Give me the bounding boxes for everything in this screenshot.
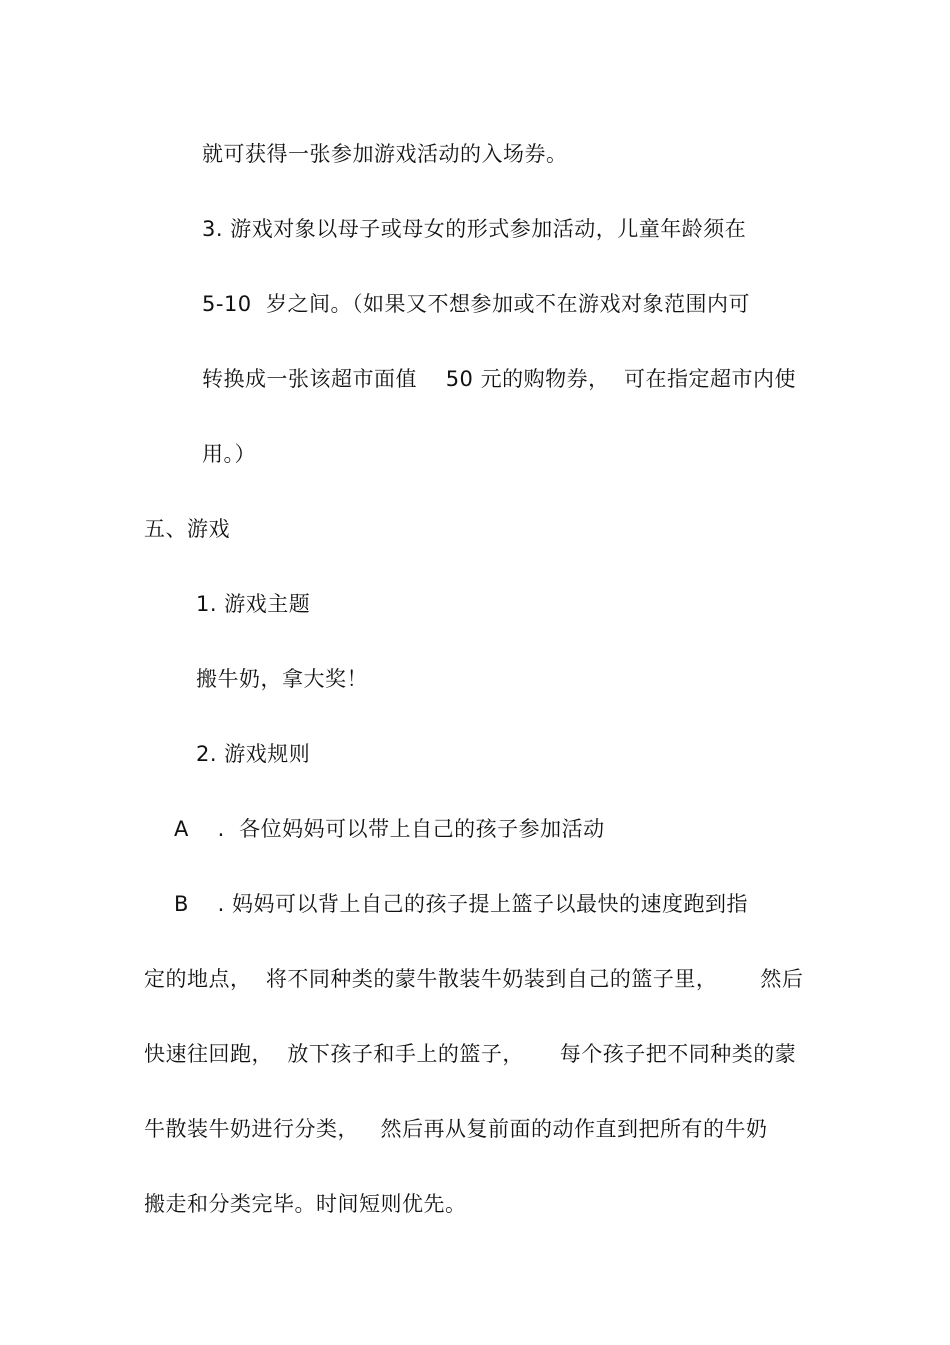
subheading-game-rules: 2. 游戏规则 bbox=[196, 742, 311, 766]
rule-item-a: A . 各位妈妈可以带上自己的孩子参加活动 bbox=[174, 817, 605, 841]
paragraph-line: 用。） bbox=[202, 442, 256, 466]
game-theme-text: 搬牛奶，拿大奖！ bbox=[196, 667, 368, 691]
paragraph-line: 就可获得一张参加游戏活动的入场券。 bbox=[202, 142, 568, 166]
paragraph-line: 快速往回跑， 放下孩子和手上的篮子， 每个孩子把不同种类的蒙 bbox=[144, 1042, 797, 1066]
paragraph-line: 牛散装牛奶进行分类， 然后再从复前面的动作直到把所有的牛奶 bbox=[144, 1117, 768, 1141]
paragraph-line: 定的地点， 将不同种类的蒙牛散装牛奶装到自己的篮子里， 然后 bbox=[144, 967, 804, 991]
section-heading: 五、游戏 bbox=[144, 517, 230, 541]
paragraph-line: 5-10 岁之间。（如果又不想参加或不在游戏对象范围内可 bbox=[202, 292, 751, 316]
rule-item-b: B . 妈妈可以背上自己的孩子提上篮子以最快的速度跑到指 bbox=[174, 892, 748, 916]
paragraph-line: 转换成一张该超市面值 50 元的购物券， 可在指定超市内使 bbox=[202, 367, 796, 391]
subheading-game-theme: 1. 游戏主题 bbox=[196, 592, 311, 616]
paragraph-line: 搬走和分类完毕。时间短则优先。 bbox=[144, 1192, 467, 1216]
list-item-3: 3. 游戏对象以母子或母女的形式参加活动，儿童年龄须在 bbox=[202, 217, 747, 241]
